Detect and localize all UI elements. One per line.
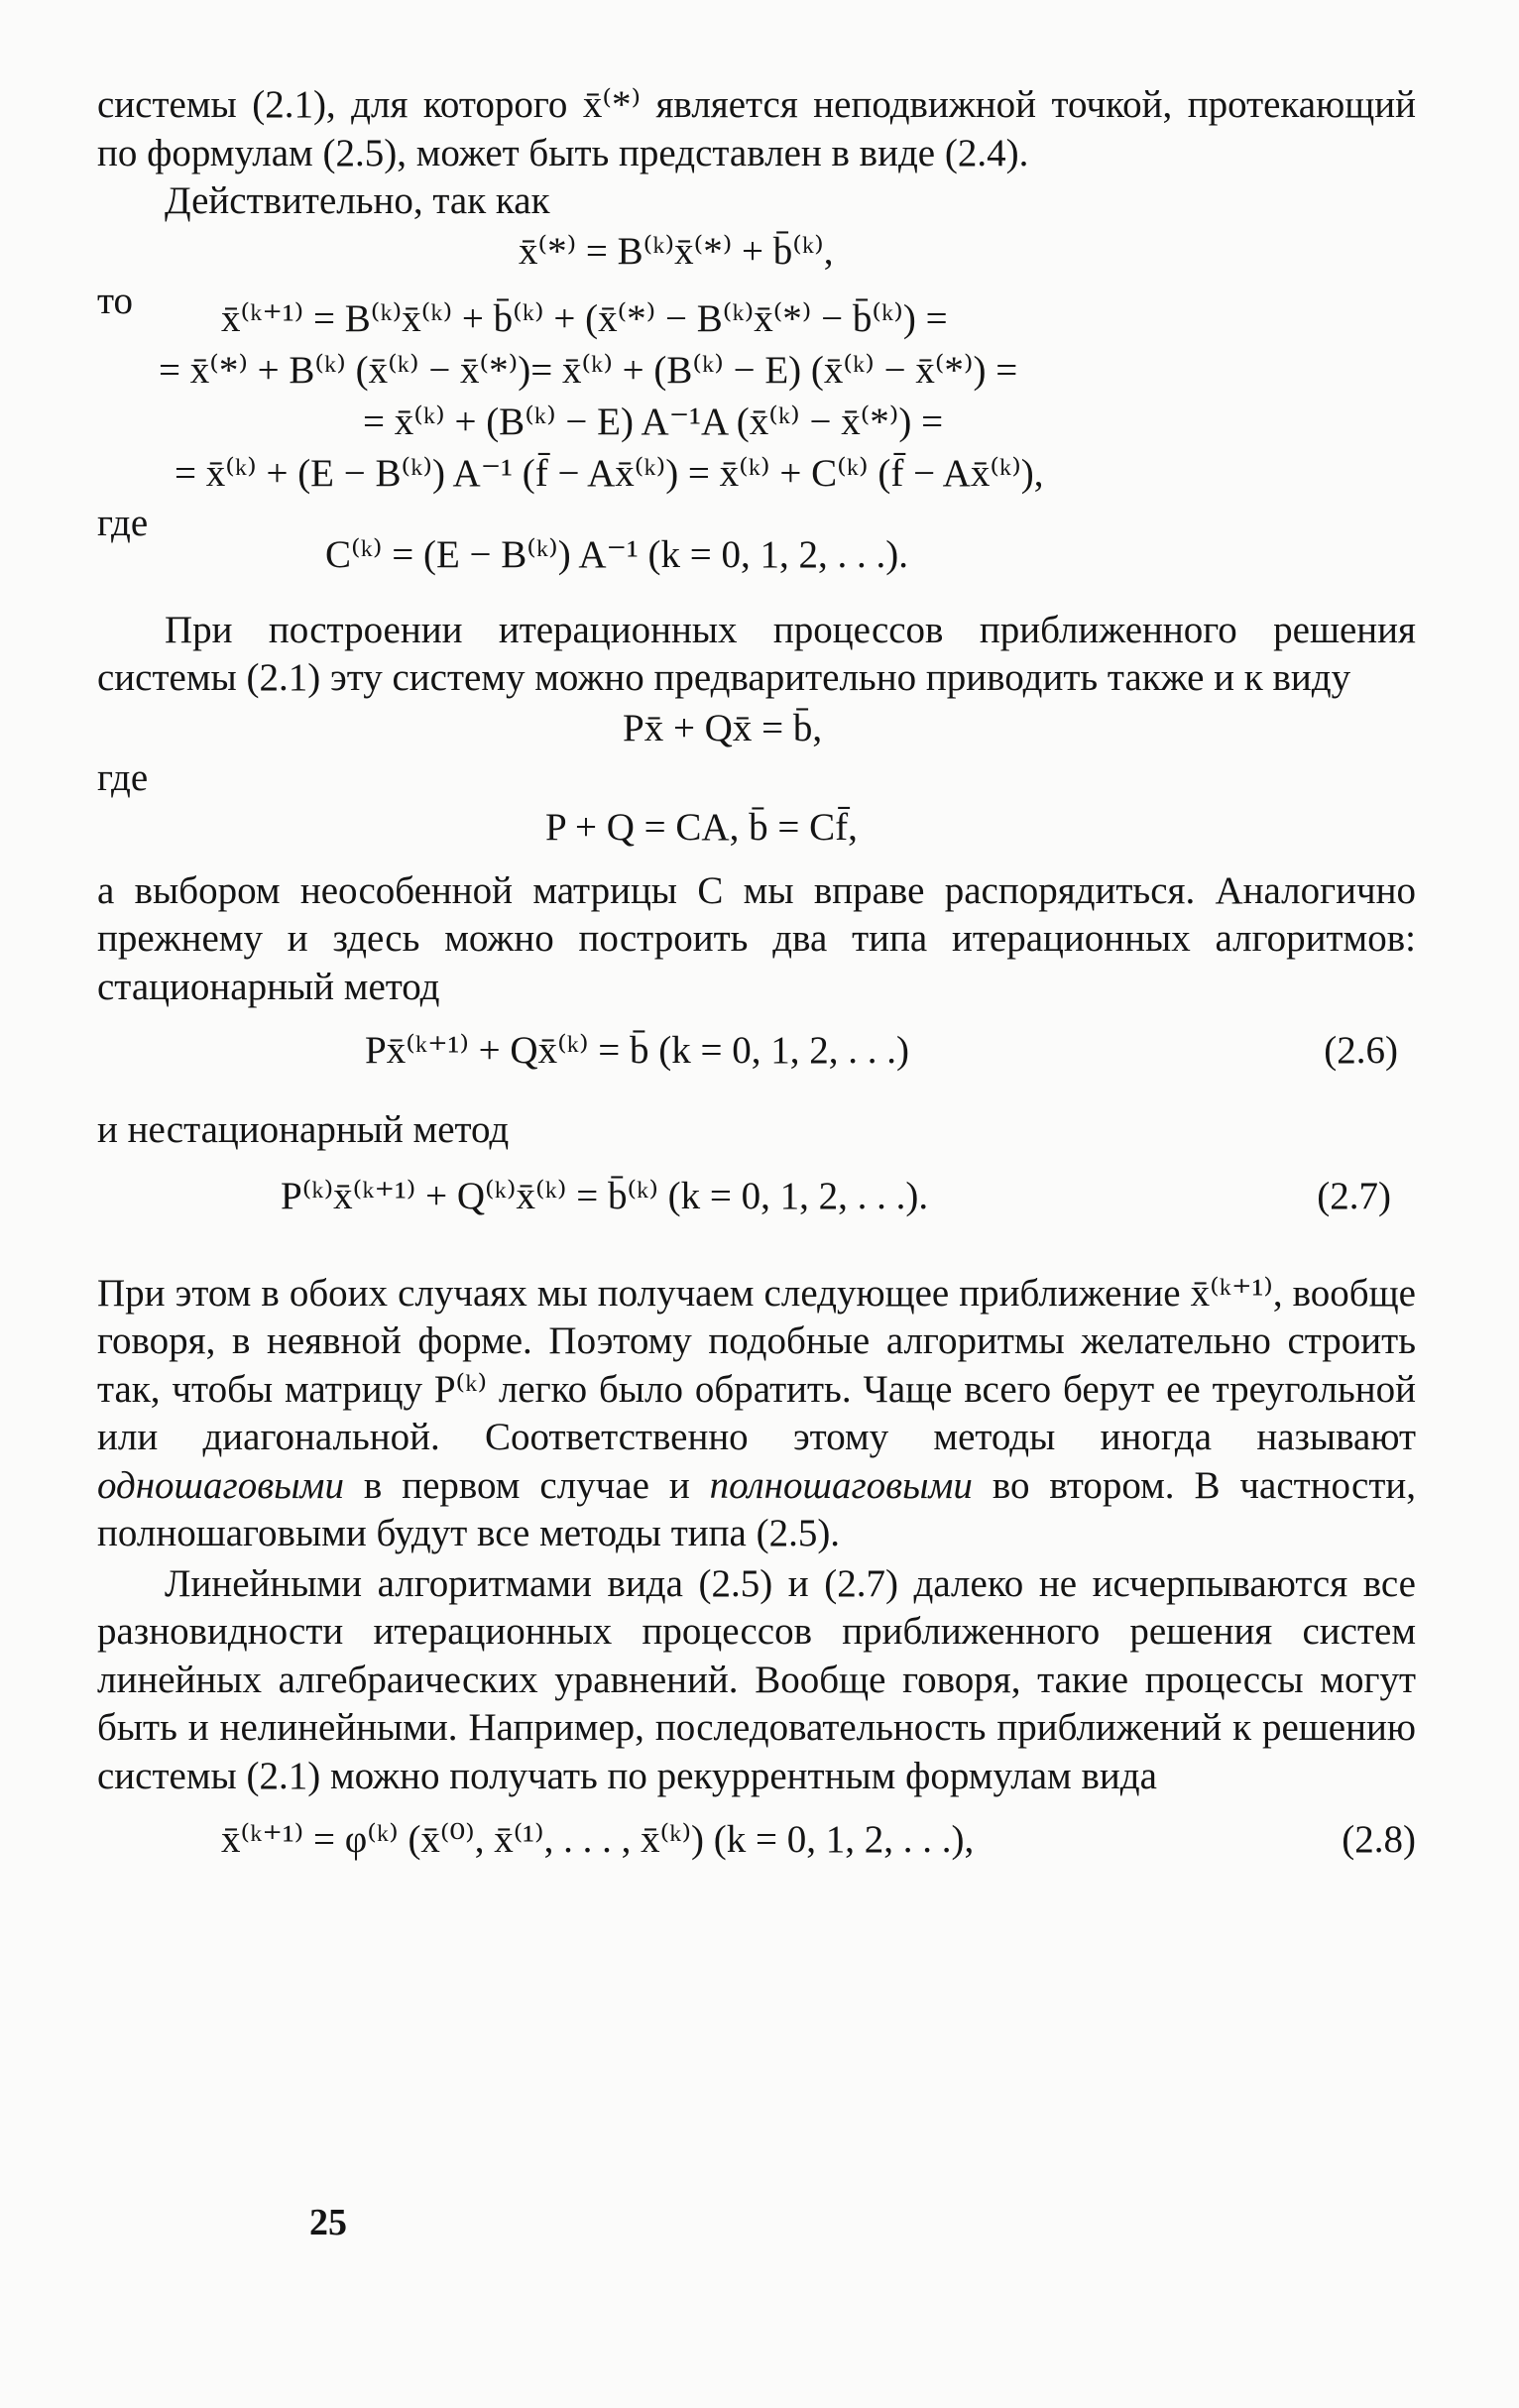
word-gde: где bbox=[97, 501, 149, 544]
equation-line-3 bbox=[97, 397, 1416, 448]
equation-text: x̄⁽*⁾ = B⁽ᵏ⁾x̄⁽*⁾ + b̄⁽ᵏ⁾, bbox=[519, 229, 834, 273]
equation-line-2 bbox=[97, 345, 1416, 397]
paragraph-7: Линейными алгоритмами вида (2.5) и (2.7) далеко не исчерпываются все разновидности итерационных процессов приближенного решения систем линейных алгебраических уравнений. Вообще говоря, такие процессы могут быть и нелинейными. Например, последовательность приближений к решению системы (2.1) можно получать по рекуррентным формулам вида bbox=[97, 1561, 1416, 1797]
paragraph-6 bbox=[97, 1270, 1416, 1558]
equation-text: C⁽ᵏ⁾ = (E − B⁽ᵏ⁾) A⁻¹ (k = 0, 1, 2, . . .). bbox=[325, 532, 908, 576]
equation-text: = x̄⁽*⁾ + B⁽ᵏ⁾ (x̄⁽ᵏ⁾ − x̄⁽*⁾)= x̄⁽ᵏ⁾ + (B⁽ᵏ⁾ − E) (x̄⁽ᵏ⁾ − x̄⁽*⁾) = bbox=[159, 348, 1018, 392]
equation-text: Px̄⁽ᵏ⁺¹⁾ + Qx̄⁽ᵏ⁾ = b̄ (k = 0, 1, 2, . . .) bbox=[365, 1029, 910, 1072]
emphasis-term: полношаговыми bbox=[709, 1463, 973, 1507]
paragraph-1: системы (2.1), для которого x̄⁽*⁾ является неподвижной точкой, протекающий по формулам (2.5), может быть представлен в виде (2.4). bbox=[97, 83, 1416, 174]
equation-fixed-point bbox=[97, 226, 1416, 278]
equation-text: P⁽ᵏ⁾x̄⁽ᵏ⁺¹⁾ + Q⁽ᵏ⁾x̄⁽ᵏ⁾ = b̄⁽ᵏ⁾ (k = 0, 1, 2, . . .). bbox=[281, 1174, 929, 1217]
word-gde-2: где bbox=[97, 755, 149, 799]
equation-pq-form bbox=[97, 703, 1416, 754]
equation-c-matrix bbox=[97, 529, 1416, 581]
paragraph-2: Действительно, так как bbox=[165, 179, 550, 222]
page-body bbox=[97, 81, 1416, 1866]
equation-text: x̄⁽ᵏ⁺¹⁾ = B⁽ᵏ⁾x̄⁽ᵏ⁾ + b̄⁽ᵏ⁾ + (x̄⁽*⁾ − B⁽ᵏ⁾x̄⁽*⁾ − b̄⁽ᵏ⁾) = bbox=[221, 296, 948, 340]
equation-2-6 bbox=[97, 1025, 1416, 1077]
equation-line-1 bbox=[97, 293, 1416, 345]
page-number: 25 bbox=[309, 2202, 347, 2243]
paragraph-5: и нестационарный метод bbox=[97, 1108, 510, 1151]
paragraph-4: а выбором неособенной матрицы C мы вправе распорядиться. Аналогично прежнему и здесь можно построить два типа итерационных алгоритмов: стационарный метод bbox=[97, 868, 1416, 1008]
equation-text: = x̄⁽ᵏ⁾ + (E − B⁽ᵏ⁾) A⁻¹ (f̄ − Ax̄⁽ᵏ⁾) = x̄⁽ᵏ⁾ + C⁽ᵏ⁾ (f̄ − Ax̄⁽ᵏ⁾), bbox=[175, 451, 1044, 495]
equation-2-7 bbox=[97, 1171, 1416, 1222]
text-run: в первом случае и bbox=[343, 1463, 710, 1507]
emphasis-term: одношаговыми bbox=[97, 1463, 344, 1507]
word-to: то bbox=[97, 279, 134, 322]
equation-text: Px̄ + Qx̄ = b̄, bbox=[623, 706, 823, 749]
text-run: При этом в обоих случаях мы получаем следующее приближение x̄⁽ᵏ⁺¹⁾, вообще говоря, в неявной форме. Поэтому подобные алгоритмы желательно строить так, чтобы матрицу P⁽ᵏ⁾ легко было обратить. Чаще всего берут ее треугольной или диагональной. Соответственно этому методы иногда называют bbox=[97, 1271, 1416, 1458]
equation-number: (2.6) bbox=[1324, 1029, 1398, 1072]
equation-number: (2.8) bbox=[1342, 1818, 1416, 1861]
equation-number: (2.7) bbox=[1317, 1174, 1391, 1217]
text-run: во втором. В частности, полношаговыми будут все методы типа (2.5). bbox=[97, 1463, 1417, 1554]
paragraph-3: При построении итерационных процессов приближенного решения системы (2.1) эту систему можно предварительно приводить также и к виду bbox=[97, 608, 1416, 699]
equation-text: x̄⁽ᵏ⁺¹⁾ = φ⁽ᵏ⁾ (x̄⁽⁰⁾, x̄⁽¹⁾, . . . , x̄⁽ᵏ⁾) (k = 0, 1, 2, . . .), bbox=[221, 1818, 975, 1861]
equation-line-4 bbox=[97, 448, 1416, 500]
equation-2-8 bbox=[97, 1814, 1416, 1866]
equation-text: P + Q = CA, b̄ = Cf̄, bbox=[545, 805, 858, 849]
equation-text: = x̄⁽ᵏ⁾ + (B⁽ᵏ⁾ − E) A⁻¹A (x̄⁽ᵏ⁾ − x̄⁽*⁾) = bbox=[363, 400, 944, 443]
equation-p-plus-q bbox=[97, 802, 1416, 854]
